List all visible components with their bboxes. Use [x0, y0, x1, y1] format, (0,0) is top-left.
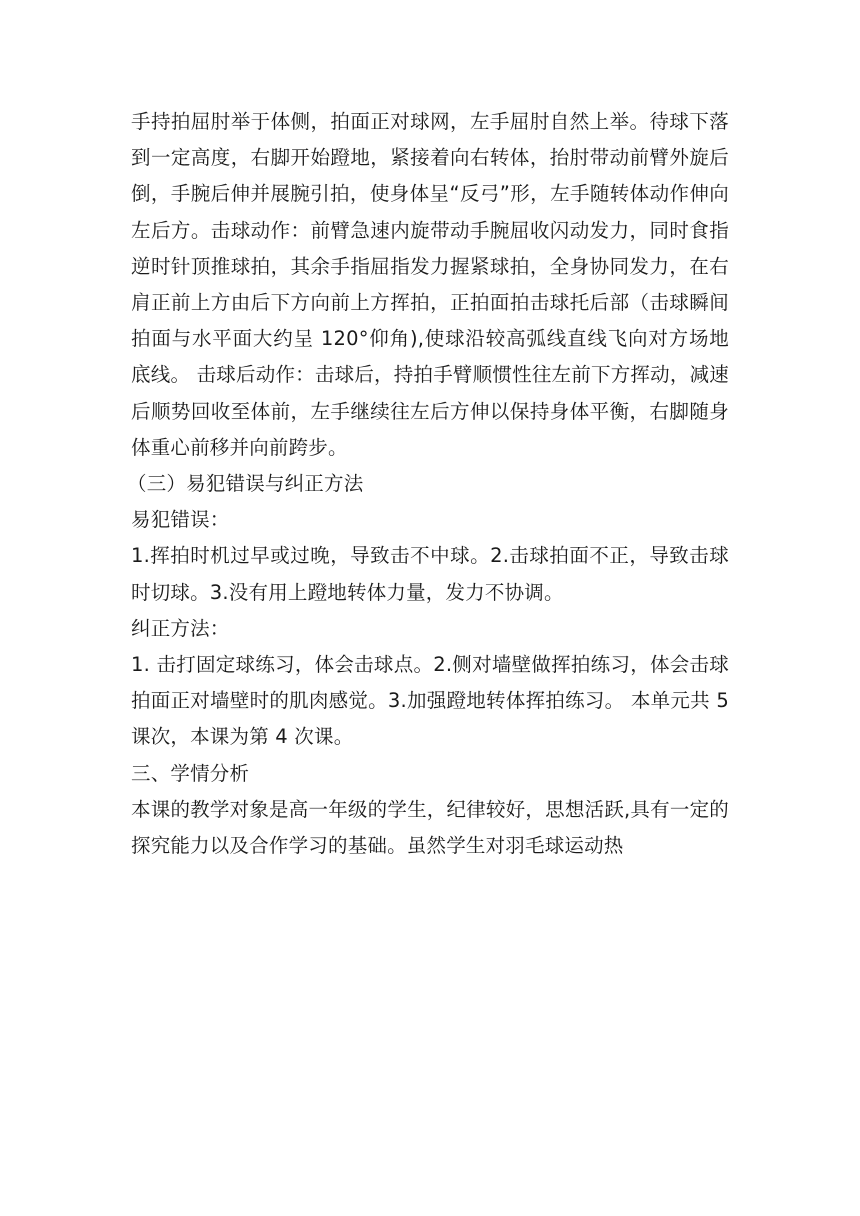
- common-errors-list: 1.挥拍时机过早或过晚，导致击不中球。2.击球拍面不正，导致击球时切球。3.没有用上蹬地转体力量，发力不协调。: [131, 544, 729, 604]
- common-errors-label: 易犯错误：: [131, 508, 230, 532]
- student-analysis-paragraph: 本课的教学对象是高一年级的学生，纪律较好，思想活跃,具有一定的探究能力以及合作学习的基础。虽然学生对羽毛球运动热: [131, 797, 729, 858]
- document-page: [127, 104, 729, 864]
- correction-methods-label: 纠正方法：: [131, 616, 230, 640]
- correction-methods-list: 1. 击打固定球练习，体会击球点。2.侧对墙壁做挥拍练习，体会击球拍面正对墙壁时的肌肉感觉。3.加强蹬地转体挥拍练习。 本单元共 5 课次，本课为第 4 次课。: [131, 653, 729, 749]
- section-heading-common-errors: （三）易犯错误与纠正方法: [127, 472, 364, 496]
- section-heading-student-analysis: 三、学情分析: [131, 761, 250, 785]
- technique-description-paragraph: 手持拍屈肘举于体侧，拍面正对球网，左手屈肘自然上举。待球下落到一定高度，右脚开始蹬地，紧接着向右转体，抬肘带动前臂外旋后倒，手腕后伸并展腕引拍，使身体呈“反弓”形，左手随转体动作伸向左后方。击球动作：前臂急速内旋带动手腕屈收闪动发力，同时食指逆时针顶推球拍，其余手指屈指发力握紧球拍，全身协同发力，在右肩正前上方由后下方向前上方挥拍，正拍面拍击球托后部（击球瞬间拍面与水平面大约呈 120°仰角),使球沿较高弧线直线飞向对方场地底线。 击球后动作：击球后，持拍手臂顺惯性往左前下方挥动，减速后顺势回收至体前，左手继续往左后方伸以保持身体平衡，右脚随身体重心前移并向前跨步。: [131, 110, 729, 459]
